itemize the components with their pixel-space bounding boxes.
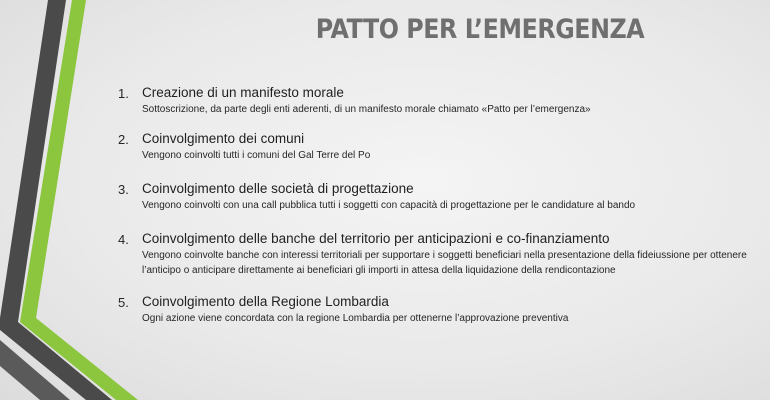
item-number: 4.: [118, 232, 129, 247]
item-number: 1.: [118, 86, 129, 101]
item-description: Sottoscrizione, da parte degli enti aderenti, di un manifesto morale chiamato «Patto per l’emergenza»: [142, 104, 591, 115]
list-item: [118, 293, 758, 326]
list-item: [118, 230, 758, 278]
list-item: [118, 180, 758, 213]
item-heading: Creazione di un manifesto morale: [142, 85, 344, 100]
item-number: 2.: [118, 132, 129, 147]
numbered-list: [118, 84, 758, 326]
item-heading: Coinvolgimento della Regione Lombardia: [142, 294, 389, 309]
item-description: Vengono coinvolti tutti i comuni del Gal Terre del Po: [142, 150, 371, 161]
item-heading: Coinvolgimento delle società di progettazione: [142, 181, 414, 196]
list-item: [118, 130, 758, 163]
item-description: Ogni azione viene concordata con la regione Lombardia per ottenerne l’approvazione preventiva: [142, 313, 569, 324]
item-description: Vengono coinvolti con una call pubblica tutti i soggetti con capacità di progettazione per le candidature al bando: [142, 200, 636, 211]
item-number: 3.: [118, 182, 129, 197]
item-description: Vengono coinvolte banche con interessi territoriali per supportare i soggetti beneficiari nella presentazione della fideiussione per ottenere l’anticipo o anticipare direttamente ai beneficiari gli importi in attesa della liquidazione della rendicontazione: [142, 250, 747, 276]
item-number: 5.: [118, 295, 129, 310]
item-heading: Coinvolgimento delle banche del territorio per anticipazioni e co-finanziamento: [142, 231, 610, 246]
list-item: [118, 84, 758, 117]
slide-title: PATTO PER L’EMERGENZA: [315, 14, 645, 45]
item-heading: Coinvolgimento dei comuni: [142, 131, 305, 146]
